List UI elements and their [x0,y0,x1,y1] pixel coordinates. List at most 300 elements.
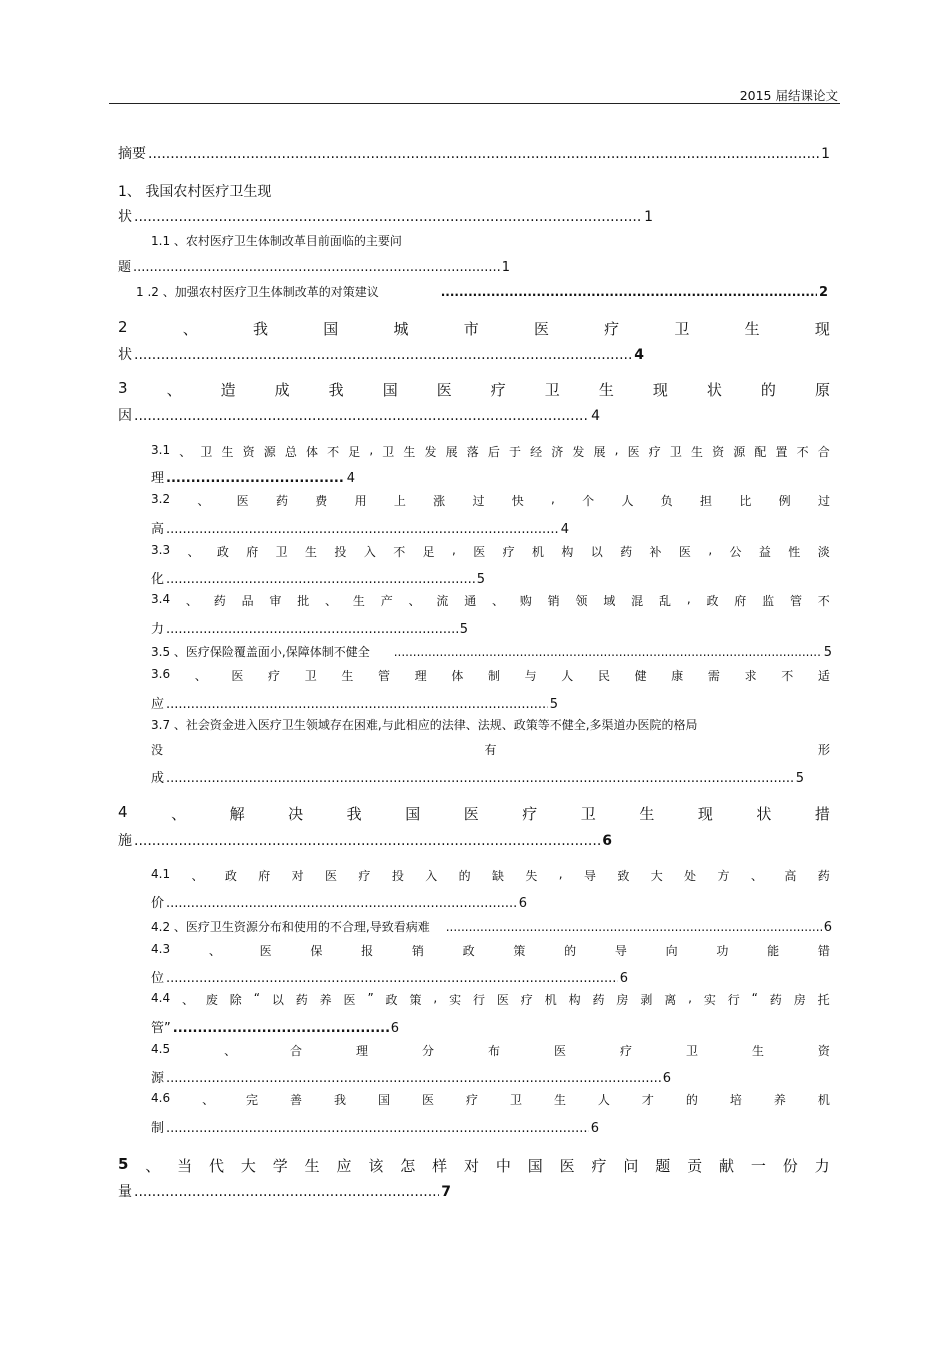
toc-char: 通 [464,594,477,608]
toc-char: 该 [368,1157,384,1175]
toc-char: 不 [817,594,830,608]
toc-label: 高 [151,522,165,537]
toc-char: 失 [525,869,538,883]
toc-char: 疗 [358,869,371,883]
toc-char: 医 [231,669,244,683]
toc-char: 民 [597,669,610,683]
toc-char: 医 [559,1157,575,1175]
toc-char: 药 [275,494,288,508]
toc-char: 、 [197,494,210,508]
toc-char: 品 [241,594,254,608]
toc-char: 审 [269,594,282,608]
toc-char: 流 [436,594,449,608]
toc-char: 5 [118,1155,129,1173]
toc-entry-4-6-line2[interactable] [151,1117,599,1136]
toc-char: 快 [511,494,524,508]
toc-char: 入 [363,545,376,559]
toc-char: 、 [194,669,207,683]
toc-char: 总 [284,445,297,459]
toc-entry-3-line2[interactable] [118,405,600,425]
toc-char: 混 [631,594,644,608]
toc-page-number: 6 [619,971,628,986]
header-rule [109,103,840,104]
toc-char: 理 [356,1044,369,1058]
toc-entry-4-3-line2[interactable] [151,967,628,986]
toc-char: 不 [393,545,406,559]
toc-char: 药 [295,993,308,1007]
toc-char: 能 [767,944,780,958]
toc-char: 、 [750,869,763,883]
toc-char: 大 [650,869,663,883]
toc-char: 、 [224,1044,237,1058]
toc-char: 方 [717,869,730,883]
toc-entry-3-2-line1[interactable] [151,492,830,509]
toc-char: 我 [334,1093,347,1107]
toc-char: 4 [118,803,128,821]
toc-label: 成 [151,771,165,786]
toc-char: 淡 [817,545,830,559]
toc-char: 府 [734,594,747,608]
toc-char: 中 [495,1157,511,1175]
toc-entry-4-5-line1[interactable] [151,1042,830,1059]
toc-entry-4-6-line1[interactable] [151,1091,830,1108]
toc-char: 导 [614,944,627,958]
toc-char: 致 [617,869,630,883]
toc-char: 批 [297,594,310,608]
toc-char: 我 [253,320,269,338]
toc-leader [166,1071,661,1086]
toc-char: 、 [166,381,182,399]
toc-char: 卫 [304,669,317,683]
toc-leader [134,209,642,225]
toc-char: 解 [229,805,245,823]
toc-char: 没 [151,743,164,757]
toc-char: 卫 [685,1044,698,1058]
toc-entry-3-1-line1[interactable] [151,443,830,460]
toc-leader [134,408,589,424]
toc-char: 疗 [465,1093,478,1107]
toc-label: 1 .2 、加强农村医疗卫生体制改革的对策建议 [136,285,379,299]
toc-char: 构 [561,545,574,559]
toc-char: 策 [409,993,422,1007]
toc-entry-2-line2[interactable] [118,344,644,364]
toc-char: 3.3 [151,543,171,557]
toc-char: 我 [328,381,344,399]
toc-char: 、 [182,320,198,338]
toc-leader [166,971,618,986]
toc-page-number: 4 [634,347,644,363]
toc-char: 展 [593,445,606,459]
toc-entry-3-2-line2[interactable] [151,518,569,537]
toc-char: 人 [621,494,634,508]
toc-char: 策 [513,944,526,958]
toc-char: 医 [421,1093,434,1107]
toc-entry-4-4-line2[interactable] [151,1017,399,1036]
toc-char: 负 [660,494,673,508]
toc-entry-5-line1[interactable] [118,1155,830,1176]
toc-entry-4-1-line1[interactable] [151,867,830,884]
toc-char: 政 [385,993,398,1007]
toc-char: 养 [319,993,332,1007]
toc-char: 培 [729,1093,742,1107]
toc-entry-4-line2[interactable] [118,830,612,850]
toc-char: 乱 [658,594,671,608]
toc-label: 管” [151,1021,171,1036]
toc-entry-2-line1[interactable] [118,318,830,339]
toc-entry-3-4-line1[interactable] [151,592,830,609]
toc-entry-3-5[interactable] [151,643,832,660]
toc-char: 国 [323,320,339,338]
toc-char: , [369,443,374,457]
toc-char: 错 [817,944,830,958]
toc-char: 展 [445,445,458,459]
toc-char: 求 [744,669,757,683]
toc-entry-3-6-line2[interactable] [151,693,558,712]
toc-char: 后 [487,445,500,459]
toc-char: 对 [464,1157,480,1175]
toc-char: , [551,492,555,506]
toc-page-number: 4 [560,522,569,537]
toc-char: 力 [814,1157,830,1175]
toc-page-number: 5 [476,572,485,587]
toc-leader [134,833,600,849]
toc-char: 补 [649,545,662,559]
toc-char: 以 [271,993,284,1007]
toc-char: 生 [639,805,655,823]
toc-char: 医 [463,805,479,823]
toc-entry-4-2[interactable] [151,918,832,935]
toc-leader [166,471,345,486]
toc-char: 机 [544,993,557,1007]
toc-char: 3.2 [151,492,171,506]
toc-char: 足 [348,445,361,459]
toc-char: 销 [547,594,560,608]
toc-char: 卫 [509,1093,522,1107]
toc-entry-4-1-line2[interactable] [151,892,527,911]
toc-char: 不 [327,445,340,459]
toc-char: 药 [213,594,226,608]
toc-char: 康 [671,669,684,683]
toc-char: 我 [346,805,362,823]
toc-char: , [614,443,619,457]
toc-entry-3-3-line1[interactable] [151,543,830,560]
toc-leader [166,572,475,587]
toc-char: 原 [814,381,830,399]
toc-char: 生 [305,545,318,559]
toc-char: 生 [553,1093,566,1107]
toc-char: 资 [242,445,255,459]
toc-entry-1-2[interactable] [136,283,828,300]
toc-entry-3-3-line2[interactable] [151,568,485,587]
toc-char: 疗 [520,993,533,1007]
toc-entry-4-4-line1[interactable] [151,991,830,1008]
toc-char: 投 [334,545,347,559]
toc-label: 量 [118,1184,132,1200]
toc-page-number: 6 [518,896,527,911]
toc-char: 医 [436,381,452,399]
toc-char: 销 [411,944,424,958]
toc-char: 4.1 [151,867,171,881]
toc-char: 政 [224,869,237,883]
toc-page-number: 4 [346,471,355,486]
toc-char: 医 [343,993,356,1007]
toc-char: 源 [263,445,276,459]
toc-char: 行 [727,993,740,1007]
toc-char: 养 [773,1093,786,1107]
toc-label: 施 [118,833,132,849]
toc-char: 卫 [200,445,213,459]
toc-char: 3.1 [151,443,171,457]
toc-char: 生 [341,669,354,683]
toc-char: 卫 [275,545,288,559]
toc-page-number: 6 [590,1121,599,1136]
toc-page-number: 5 [459,622,468,637]
toc-char: 对 [291,869,304,883]
toc-char: 国 [378,1093,391,1107]
toc-char: 、 [208,944,221,958]
toc-char: 公 [729,545,742,559]
toc-entry-3-7-line3[interactable] [151,767,804,786]
toc-char: 于 [509,445,522,459]
toc-char: 献 [719,1157,735,1175]
toc-page-number: 6 [390,1021,399,1036]
toc-leader [134,1184,439,1200]
toc-leader [166,622,458,637]
toc-char: 保 [310,944,323,958]
toc-char: 用 [354,494,367,508]
toc-char: 4.3 [151,942,171,956]
toc-char: 比 [739,494,752,508]
toc-char: 高 [784,869,797,883]
toc-label: 因 [118,408,132,424]
toc-char: 处 [684,869,697,883]
toc-char: 足 [422,545,435,559]
toc-char: 疗 [490,381,506,399]
toc-char: 合 [290,1044,303,1058]
toc-char: , [433,991,438,1005]
toc-entry-1-1-line2[interactable] [118,256,510,275]
toc-char: 现 [652,381,668,399]
toc-char: 房 [616,993,629,1007]
toc-char: 造 [220,381,236,399]
toc-entry-3-7-line2[interactable] [151,741,830,758]
toc-char: 域 [603,594,616,608]
toc-entry-4-3-line1[interactable] [151,942,830,959]
toc-char: 疗 [619,1044,632,1058]
toc-entry-1-line2[interactable] [118,206,653,226]
toc-entry-3-1-line2[interactable] [151,467,355,486]
toc-char: 源 [733,445,746,459]
toc-page-number: 6 [662,1071,671,1086]
toc-char: 人 [561,669,574,683]
toc-char: 体 [451,669,464,683]
toc-char: 费 [315,494,328,508]
toc-char: 监 [762,594,775,608]
toc-char: 卫 [544,381,560,399]
toc-char: 健 [634,669,647,683]
toc-char: 卫 [669,445,682,459]
toc-char: 疗 [502,545,515,559]
toc-char: 医 [533,320,549,338]
toc-entry-1-line1[interactable] [118,181,271,201]
toc-char: 机 [531,545,544,559]
toc-char: 应 [336,1157,352,1175]
toc-char: 问 [623,1157,639,1175]
toc-char: , [686,592,691,606]
toc-char: 卫 [674,320,690,338]
toc-char: 资 [712,445,725,459]
toc-page-number: 2 [818,285,828,300]
toc-char: 缺 [491,869,504,883]
toc-char: 4.4 [151,991,171,1005]
toc-char: 功 [716,944,729,958]
toc-char: 房 [793,993,806,1007]
toc-entry-3-6-line1[interactable] [151,667,830,684]
toc-char: 3 [118,379,128,397]
toc-char: 卫 [580,805,596,823]
toc-char: 担 [700,494,713,508]
toc-char: , [688,991,692,1005]
toc-char: 有 [484,743,497,757]
toc-char: 医 [627,445,640,459]
toc-char: 生 [690,445,703,459]
toc-entry-3-line1[interactable] [118,379,830,400]
toc-char: 、 [202,1093,215,1107]
toc-char: 除 [229,993,242,1007]
toc-label: 化 [151,572,165,587]
toc-char: 、 [187,545,200,559]
toc-char: 市 [463,320,479,338]
toc-entry-1-1-line1[interactable] [151,232,402,249]
toc-char: 形 [817,743,830,757]
toc-char: 药 [620,545,633,559]
toc-leader [134,347,632,363]
toc-char: 现 [814,320,830,338]
toc-char: 、 [325,594,338,608]
toc-entry-3-4-line2[interactable] [151,618,468,637]
toc-char: “ [253,991,260,1005]
toc-char: 资 [817,1044,830,1058]
toc-char: 贡 [687,1157,703,1175]
toc-leader [166,697,548,712]
toc-char: 3.6 [151,667,171,681]
toc-char: 样 [432,1157,448,1175]
toc-char: 4.6 [151,1091,171,1105]
toc-char: 决 [288,805,304,823]
toc-char: 疗 [604,320,620,338]
toc-char: 报 [361,944,374,958]
toc-char: 生 [598,381,614,399]
toc-char: 学 [272,1157,288,1175]
toc-char: 代 [209,1157,225,1175]
toc-char: 导 [583,869,596,883]
toc-char: 入 [425,869,438,883]
toc-label: 源 [151,1071,165,1086]
toc-entry-abstract[interactable] [118,143,830,163]
toc-page-number: 5 [823,645,832,660]
toc-leader [394,645,822,659]
toc-char: 成 [274,381,290,399]
toc-label: 制 [151,1121,165,1136]
toc-char: 、 [191,869,204,883]
toc-char: 状 [706,381,722,399]
toc-char: 国 [527,1157,543,1175]
toc-char: , [708,543,713,557]
toc-label: 摘要 [118,146,146,162]
toc-char: 机 [817,1093,830,1107]
toc-page-number: 5 [549,697,558,712]
toc-label: 位 [151,971,165,986]
toc-char: 医 [496,993,509,1007]
toc-char: 一 [750,1157,766,1175]
toc-char: 生 [352,594,365,608]
toc-char: 发 [572,445,585,459]
toc-char: 3.4 [151,592,171,606]
toc-char: 分 [422,1044,435,1058]
toc-char: 配 [754,445,767,459]
toc-char: 药 [817,869,830,883]
toc-char: 生 [304,1157,320,1175]
toc-page-number: 6 [602,833,612,849]
toc-char: 投 [391,869,404,883]
running-header: 2015 届结课论文 [739,88,838,103]
toc-char: 国 [382,381,398,399]
toc-char: 布 [488,1044,501,1058]
toc-entry-3-7-line1[interactable] [151,716,698,733]
toc-char: 的 [685,1093,698,1107]
toc-char: 大 [240,1157,256,1175]
toc-char: 个 [582,494,595,508]
toc-char: 托 [817,993,830,1007]
toc-label: 3.5 、医疗保险覆盖面小,保障体制不健全 [151,645,370,659]
toc-char: 制 [487,669,500,683]
toc-char: 生 [744,320,760,338]
toc-entry-5-line2[interactable] [118,1181,451,1201]
toc-char: 4.5 [151,1042,171,1056]
toc-leader [166,1121,589,1136]
toc-entry-4-5-line2[interactable] [151,1067,671,1086]
toc-char: 政 [706,594,719,608]
toc-char: 状 [756,805,772,823]
toc-char: 府 [258,869,271,883]
toc-char: 实 [449,993,462,1007]
toc-char: 涨 [433,494,446,508]
toc-page-number: 6 [823,920,832,935]
toc-char: 、 [181,993,194,1007]
toc-char: 过 [817,494,830,508]
toc-char: 置 [775,445,788,459]
toc-char: 合 [817,445,830,459]
toc-char: 理 [414,669,427,683]
toc-page-number: 7 [441,1184,451,1200]
toc-char: 药 [769,993,782,1007]
toc-char: 、 [492,594,505,608]
toc-char: 国 [405,805,421,823]
toc-label: 4.2 、医疗卫生资源分布和使用的不合理,导致看病难 [151,920,430,934]
toc-leader [133,260,500,275]
toc-char: 的 [458,869,471,883]
toc-entry-4-line1[interactable] [118,803,830,824]
toc-char: 实 [703,993,716,1007]
toc-char: 、 [408,594,421,608]
toc-char: 医 [553,1044,566,1058]
toc-char: 怎 [400,1157,416,1175]
toc-char: 、 [185,594,198,608]
toc-leader [166,522,559,537]
toc-char: 份 [782,1157,798,1175]
toc-label: 1.1 、农村医疗卫生体制改革目前面临的主要问 [151,234,402,248]
toc-char: 政 [462,944,475,958]
